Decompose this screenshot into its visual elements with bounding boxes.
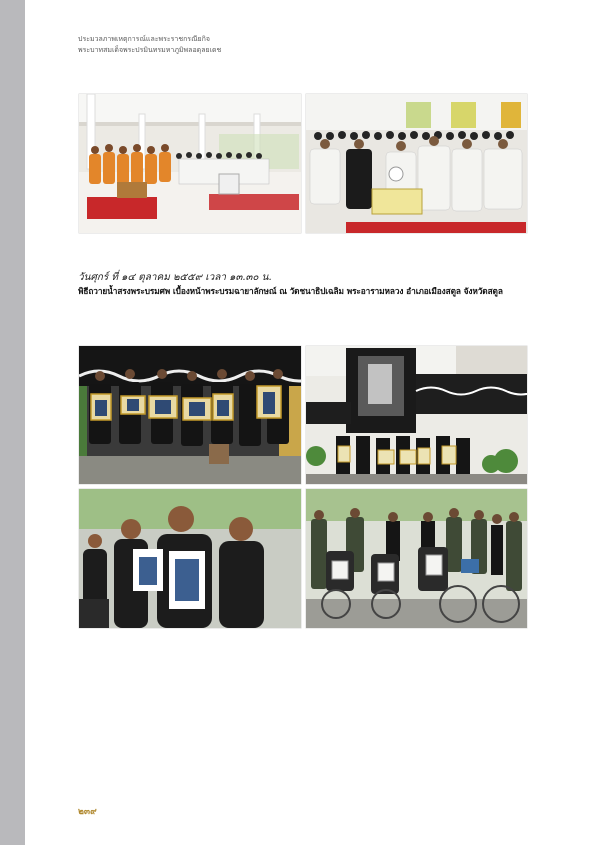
page-number: ๒๓๙ bbox=[78, 807, 97, 817]
caption-date-time: วันศุกร์ ที่ ๑๔ ตุลาคม ๒๕๕๙ เวลา ๑๓.๓๐ น. bbox=[78, 272, 272, 283]
running-head-line-2: พระบาทสมเด็จพระปรมินทรมหาภูมิพลอดุลยเดช bbox=[78, 46, 222, 54]
photo-women-holding-portraits bbox=[79, 489, 301, 628]
running-head-line-1: ประมวลภาพเหตุการณ์และพระราชกรณียกิจ bbox=[78, 35, 211, 43]
caption-description: พิธีถวายน้ำสรงพระบรมศพ เบื้องหน้าพระบรมฉายาลักษณ์ ณ วัดชนาธิปเฉลิม พระอารามหลวง อำเภอเมืองสตูล จังหวัดสตูล bbox=[78, 286, 503, 296]
photo-monks-ceremony-hall bbox=[79, 94, 301, 233]
running-head bbox=[78, 34, 378, 56]
photo-officials-seated-white-uniforms bbox=[306, 94, 527, 233]
photo-group-holding-portraits bbox=[79, 346, 301, 484]
photo-wheelchair-participants bbox=[306, 489, 527, 628]
page-side-bar bbox=[0, 0, 25, 845]
photo-portrait-stage-mourners bbox=[306, 346, 527, 484]
